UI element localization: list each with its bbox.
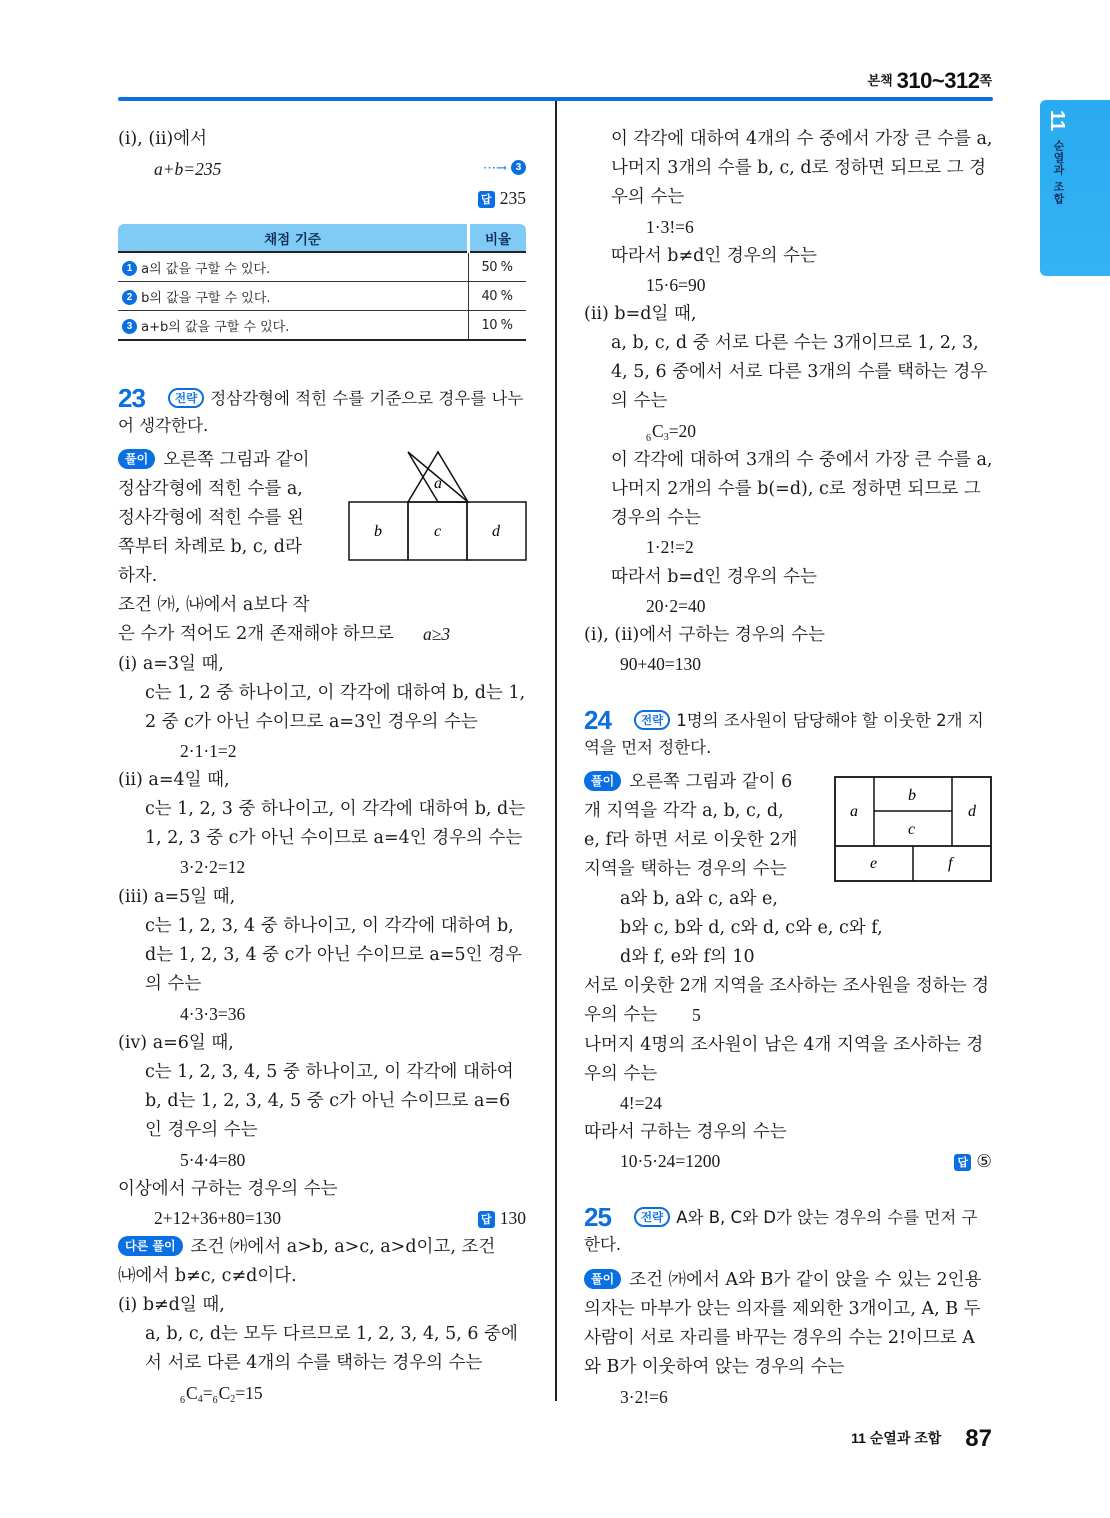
solution-line: 지역을 택하는 경우의 수는 — [584, 859, 787, 879]
strategy-line: 전략 1명의 조사원이 담당해야 할 이웃한 2개 지 — [634, 706, 984, 735]
strategy-line: 어 생각한다. — [118, 416, 209, 435]
case-heading: (ⅱ) b=d일 때, — [584, 304, 697, 324]
triangle-squares-diagram — [348, 450, 528, 562]
solution-line: 와 B가 이웃하여 앉는 경우의 수는 — [584, 1357, 845, 1377]
label-c: c — [434, 523, 442, 540]
case-heading: (ⅲ) a=5일 때, — [118, 887, 236, 907]
text-line: 경우의 수는 — [611, 508, 702, 528]
strategy-line: 한다. — [584, 1235, 622, 1254]
label-b: b — [908, 787, 916, 804]
answer-badge-icon: 답 — [478, 1211, 495, 1228]
text-line: 이 각각에 대하여 3개의 수 중에서 가장 큰 수를 a, — [611, 450, 993, 470]
answer — [478, 184, 526, 214]
criteria-text: a+b의 값을 구할 수 있다. — [141, 319, 290, 335]
strategy-badge: 전략 — [634, 1207, 670, 1227]
calculation: 5·4·4=80 — [180, 1150, 246, 1170]
strategy-line: 역을 먼저 정한다. — [584, 738, 712, 757]
text-line: 우의 수는 — [611, 187, 685, 207]
alt-solution-line: 다른 풀이 조건 ㈎에서 a>b, a>c, a>d이고, 조건 — [118, 1233, 495, 1262]
answer-value: ⑤ — [976, 1151, 992, 1171]
ref-pages: 310~312 — [896, 68, 980, 93]
text-line: 따라서 b≠d인 경우의 수는 — [611, 246, 817, 266]
ref-prefix: 본책 — [867, 73, 893, 88]
answer — [478, 1204, 526, 1234]
case-text: 4, 5, 6 중에서 서로 다른 3개의 수를 택하는 경우 — [611, 362, 988, 382]
column-divider — [555, 101, 557, 1401]
solution-line: 하자. — [118, 566, 158, 586]
calculation: 3·2!=6 — [620, 1387, 668, 1407]
table-row — [118, 311, 526, 341]
problem-number: 24 — [584, 705, 611, 735]
pair-list: d와 f, e와 f의 10 — [620, 947, 755, 967]
inequality: a≥3 — [423, 624, 451, 644]
total-calculation: 2+12+36+80=130 — [154, 1208, 281, 1228]
ratio-value: 50 % — [469, 252, 527, 282]
table-header-criteria: 채점 기준 — [118, 224, 469, 252]
text-line: 나머지 3개의 수를 b, c, d로 정하면 되므로 그 경 — [611, 158, 987, 178]
solution-line: 개 지역을 각각 a, b, c, d, — [584, 801, 784, 821]
combination-calculation: $_6C_3=20$ — [646, 421, 697, 444]
text-line: (ⅰ), (ⅱ)에서 구하는 경우의 수는 — [584, 625, 825, 645]
answer — [954, 1147, 992, 1177]
alt-solution-line: ㈏에서 b≠c, c≠d이다. — [118, 1266, 297, 1286]
pair-list: a와 b, a와 c, a와 e, — [620, 889, 778, 909]
case-text: c는 1, 2, 3 중 하나이고, 이 각각에 대하여 b, d는 — [145, 799, 526, 819]
calculation: 15·6=90 — [646, 275, 706, 295]
label-b: b — [374, 523, 382, 540]
text-line: 나머지 2개의 수를 b(=d), c로 정하면 되므로 그 — [611, 479, 981, 499]
calculation: 4!=24 — [620, 1093, 662, 1113]
case-text: a, b, c, d는 모두 다르므로 1, 2, 3, 4, 5, 6 중에 — [145, 1324, 518, 1344]
case-text: d는 1, 2, 3, 4 중 c가 아닌 수이므로 a=5인 경우 — [145, 945, 522, 965]
text-line: (ⅰ), (ⅱ)에서 — [118, 129, 208, 149]
chapter-title: 순열과 조합 — [1052, 140, 1065, 205]
problem-number: 23 — [118, 383, 145, 413]
calculation: 10·5·24=1200 — [620, 1151, 721, 1171]
answer-value: 235 — [499, 188, 526, 208]
solution-line: 풀이 오른쪽 그림과 같이 — [118, 446, 310, 475]
calculation: 90+40=130 — [620, 654, 701, 674]
calculation: 20·2=40 — [646, 596, 706, 616]
summary-text: 이상에서 구하는 경우의 수는 — [118, 1179, 338, 1199]
text-line: 나머지 4명의 조사원이 남은 4개 지역을 조사하는 경 — [584, 1035, 984, 1055]
text-line: 이 각각에 대하여 4개의 수 중에서 가장 큰 수를 a, — [611, 129, 993, 149]
strategy-badge: 전략 — [168, 388, 204, 408]
case-text: c는 1, 2, 3, 4 중 하나이고, 이 각각에 대하여 b, — [145, 916, 514, 936]
text-line: 우의 수는 — [584, 1005, 658, 1025]
strategy-line: 전략 A와 B, C와 D가 앉는 경우의 수를 먼저 구 — [634, 1203, 977, 1232]
solution-line: 쪽부터 차례로 b, c, d라 — [118, 537, 302, 557]
ref-unit: 쪽 — [979, 73, 992, 88]
text-line: 우의 수는 — [584, 1064, 658, 1084]
page-number: 87 — [965, 1425, 992, 1452]
case-text: b, d는 1, 2, 3, 4, 5 중 c가 아닌 수이므로 a=6 — [145, 1091, 511, 1111]
combination-calculation: $_6C_4=_6C_2=15$ — [180, 1383, 263, 1406]
page-footer — [851, 1425, 992, 1453]
regions-diagram — [834, 776, 994, 884]
case-text: 서 서로 다른 4개의 수를 택하는 경우의 수는 — [145, 1353, 483, 1373]
strategy-badge: 전략 — [634, 710, 670, 730]
scoring-criteria-table — [118, 224, 526, 341]
chapter-side-tab — [1040, 100, 1110, 276]
solution-line: 풀이 조건 ㈎에서 A와 B가 같이 앉을 수 있는 2인용 — [584, 1266, 981, 1295]
calculation: 1·3!=6 — [646, 217, 694, 237]
answer-badge-icon: 답 — [954, 1154, 971, 1171]
solution-line: 정삼각형에 적힌 수를 a, — [118, 479, 303, 499]
step-reference — [483, 160, 526, 176]
solution-line: 의자는 마부가 앉는 의자를 제외한 3개이고, A, B 두 — [584, 1299, 981, 1319]
page-reference — [868, 68, 992, 94]
criteria-text: a의 값을 구할 수 있다. — [141, 261, 271, 277]
case-heading: (ⅰ) a=3일 때, — [118, 654, 224, 674]
case-text: 의 수는 — [145, 974, 202, 994]
step-number-icon: 2 — [122, 290, 137, 305]
footer-chapter: 11 순열과 조합 — [851, 1430, 942, 1446]
calculation: 3·2·2=12 — [180, 857, 246, 877]
step-number-icon: 3 — [122, 319, 137, 334]
pair-list: b와 c, b와 d, c와 d, c와 e, c와 f, — [620, 918, 883, 938]
case-text: 2 중 c가 아닌 수이므로 a=3인 경우의 수는 — [145, 712, 478, 732]
case-text: a, b, c, d 중 서로 다른 수는 3개이므로 1, 2, 3, — [611, 333, 979, 353]
step-number-icon: 3 — [511, 160, 526, 175]
solution-line: 정사각형에 적힌 수를 왼 — [118, 508, 304, 528]
solution-line: 풀이 오른쪽 그림과 같이 6 — [584, 768, 792, 797]
label-d: d — [492, 523, 500, 540]
table-row — [118, 282, 526, 311]
calculation: 1·2!=2 — [646, 537, 694, 557]
solution-line: 은 수가 적어도 2개 존재해야 하므로 — [118, 624, 394, 644]
solution-line: 사람이 서로 자리를 바꾸는 경우의 수는 2!이므로 A — [584, 1328, 975, 1348]
solution-badge: 풀이 — [118, 449, 155, 469]
label-c: c — [908, 821, 916, 838]
value: 5 — [692, 1005, 701, 1025]
label-f: f — [948, 855, 953, 872]
case-text: c는 1, 2, 3, 4, 5 중 하나이고, 이 각각에 대하여 — [145, 1062, 514, 1082]
problem-number: 25 — [584, 1202, 611, 1232]
ratio-value: 10 % — [469, 311, 527, 341]
step-number-icon: 1 — [122, 261, 137, 276]
answer-value: 130 — [499, 1208, 526, 1228]
text-line: 따라서 b=d인 경우의 수는 — [611, 567, 817, 587]
case-heading: (ⅱ) a=4일 때, — [118, 770, 230, 790]
calculation: 2·1·1=2 — [180, 741, 237, 761]
case-heading: (ⅰ) b≠d일 때, — [118, 1295, 225, 1315]
chapter-number: 11 — [1046, 110, 1068, 132]
case-text: 인 경우의 수는 — [145, 1120, 258, 1140]
answer-badge-icon: 답 — [478, 191, 495, 208]
table-row — [118, 252, 526, 282]
arrow-icon: ⋯→ — [482, 161, 507, 176]
label-e: e — [870, 855, 878, 872]
solution-badge: 풀이 — [584, 771, 621, 791]
equation: a+b=235 — [154, 159, 222, 179]
case-text: c는 1, 2 중 하나이고, 이 각각에 대하여 b, d는 1, — [145, 683, 526, 703]
label-a: a — [434, 475, 442, 492]
calculation: 4·3·3=36 — [180, 1004, 246, 1024]
label-a: a — [850, 803, 858, 820]
solution-line: 조건 ㈎, ㈏에서 a보다 작 — [118, 595, 310, 615]
ratio-value: 40 % — [469, 282, 527, 311]
case-text: 의 수는 — [611, 391, 668, 411]
solution-badge: 풀이 — [584, 1269, 621, 1289]
case-text: 1, 2, 3 중 c가 아닌 수이므로 a=4인 경우의 수는 — [145, 828, 523, 848]
label-d: d — [968, 803, 976, 820]
text-line: 따라서 구하는 경우의 수는 — [584, 1122, 787, 1142]
case-heading: (ⅳ) a=6일 때, — [118, 1033, 234, 1053]
solution-line: e, f라 하면 서로 이웃한 2개 — [584, 830, 798, 850]
strategy-line: 전략 정삼각형에 적힌 수를 기준으로 경우를 나누 — [168, 384, 523, 413]
criteria-text: b의 값을 구할 수 있다. — [141, 290, 271, 306]
table-header-ratio: 비율 — [469, 224, 527, 252]
alt-solution-badge: 다른 풀이 — [118, 1236, 183, 1256]
text-line: 서로 이웃한 2개 지역을 조사하는 조사원을 정하는 경 — [584, 976, 990, 996]
